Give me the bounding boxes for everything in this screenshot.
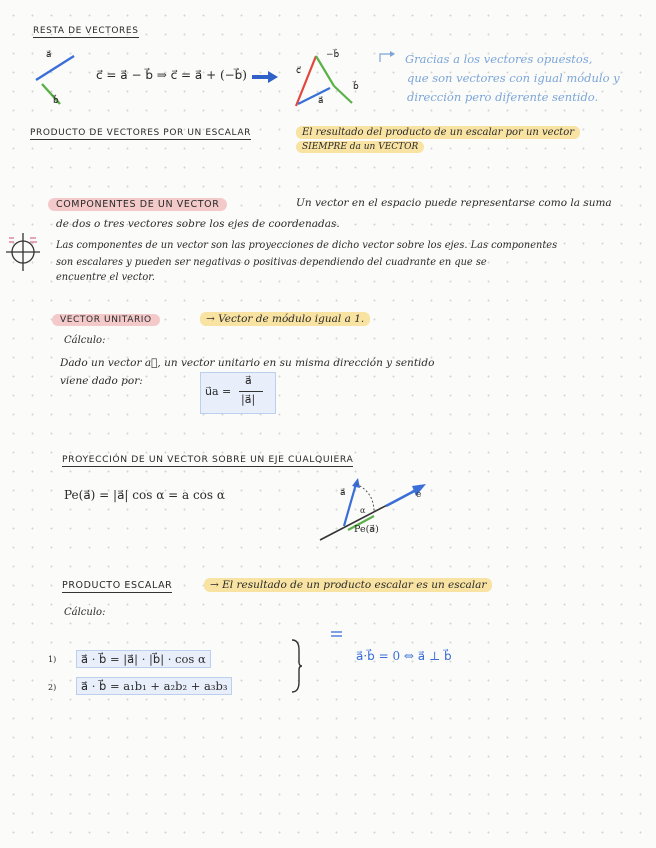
- prod-note-2: SIEMPRE da un VECTOR: [296, 141, 424, 153]
- unitario-title: VECTOR UNITARIO: [52, 314, 160, 326]
- proj-label-e: e: [416, 490, 422, 500]
- tri-a-label: a⃗: [318, 96, 324, 106]
- resta-formula: c⃗ = a⃗ − b⃗ ⇒ c⃗ = a⃗ + (−b⃗): [96, 68, 247, 82]
- proyeccion-title: PROYECCIÓN DE UN VECTOR SOBRE UN EJE CUALQUIERA: [62, 454, 354, 465]
- proj-label-pe: Pe(a⃗): [354, 524, 379, 535]
- unitario-calculo: Cálculo:: [64, 335, 106, 346]
- resta-note-3: dirección pero diferente sentido.: [407, 90, 599, 104]
- unit-formula-lhs: u⃗a =: [205, 385, 232, 398]
- item2-num: 2): [48, 683, 57, 692]
- prod-note-1: El resultado del producto de un escalar por un vector: [296, 126, 580, 139]
- perpendicular-note: a⃗·b⃗ = 0 ⇔ a⃗ ⊥ b⃗: [356, 649, 452, 663]
- componentes-title: COMPONENTES DE UN VECTOR: [48, 198, 227, 211]
- vector-b-tri-line: [334, 86, 352, 103]
- componentes-line-4: son escalares y pueden ser negativas o positivas dependiendo del cuadrante en que se: [56, 257, 487, 268]
- equals-mark-icon: [330, 630, 344, 638]
- unit-formula-den: |a⃗|: [241, 393, 256, 406]
- note-arrow-icon: [378, 50, 398, 64]
- resta-vectors-diagram: [30, 48, 90, 108]
- unitario-line-1: Dado un vector a⃗, un vector unitario en su misma dirección y sentido: [60, 357, 435, 369]
- tri-b-label: b⃗: [353, 82, 359, 92]
- producto-escalar-calculo: Cálculo:: [64, 607, 106, 618]
- producto-escalar-arrow-text: → El resultado de un producto escalar es un escalar: [204, 578, 492, 592]
- crosshair-icon: [4, 230, 42, 272]
- vector-c-line: [296, 56, 316, 106]
- producto-escalar-title: PRODUCTO ESCALAR: [62, 580, 173, 591]
- label-b: b⃗: [53, 96, 59, 106]
- projection-diagram: [316, 476, 436, 546]
- fraction-bar: [239, 391, 263, 392]
- prod-escalar-vector-title: PRODUCTO DE VECTORES POR UN ESCALAR: [30, 128, 251, 138]
- big-arrow: [250, 70, 280, 84]
- brace-icon: [290, 638, 304, 694]
- vector-negb-line: [316, 56, 334, 86]
- unitario-line-2: viene dado por:: [60, 375, 143, 387]
- tri-neg-b-label: −b⃗: [326, 50, 340, 60]
- unitario-arrow-text: → Vector de módulo igual a 1.: [200, 312, 370, 326]
- unit-formula-num: a⃗: [245, 374, 252, 387]
- proj-label-a: a⃗: [340, 488, 346, 498]
- tri-c-label: c⃗: [296, 66, 301, 76]
- componentes-line-2: de dos o tres vectores sobre los ejes de coordenadas.: [56, 218, 340, 230]
- componentes-line-3: Las componentes de un vector son las proyecciones de dicho vector sobre los ejes. Las componentes: [56, 240, 558, 251]
- item2-formula: a⃗ · b⃗ = a₁b₁ + a₂b₂ + a₃b₃: [76, 677, 232, 695]
- label-a: a⃗: [46, 50, 52, 60]
- vector-a-line: [36, 56, 74, 80]
- item1-num: 1): [48, 655, 57, 664]
- componentes-line-5: encuentre el vector.: [56, 272, 155, 283]
- proj-label-alpha: α: [360, 506, 366, 515]
- item1-formula: a⃗ · b⃗ = |a⃗| · |b⃗| · cos α: [76, 650, 211, 668]
- resta-title: RESTA DE VECTORES: [33, 26, 139, 36]
- unit-vector-formula-box: [200, 372, 276, 414]
- proyeccion-formula: Pe(a⃗) = |a⃗| cos α = a cos α: [64, 488, 225, 502]
- resta-note-1: Gracias a los vectores opuestos,: [405, 52, 593, 66]
- componentes-line-1: Un vector en el espacio puede representarse como la suma: [296, 197, 612, 209]
- resta-note-2: que son vectores con igual módulo y: [407, 71, 620, 85]
